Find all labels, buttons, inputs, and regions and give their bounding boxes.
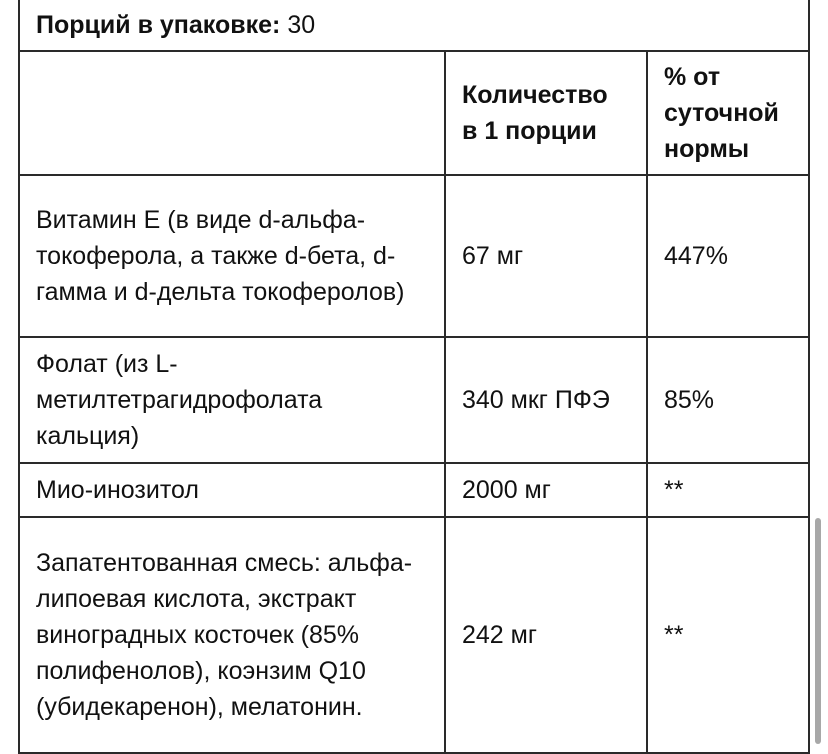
nutrient-name: Мио-инозитол — [19, 463, 445, 517]
scrollbar[interactable] — [815, 518, 821, 744]
supplement-facts — [18, 0, 808, 754]
header-row — [19, 51, 809, 175]
nutrient-dv: 85% — [647, 337, 809, 463]
nutrient-name: Витамин E (в виде d-альфа-токоферола, а также d-бета, d-гамма и d-дельта токоферолов) — [19, 175, 445, 337]
servings-label: Порций в упаковке: — [36, 11, 281, 39]
nutrient-dv: ** — [647, 517, 809, 753]
table-row — [19, 175, 809, 337]
nutrient-name: Фолат (из L-метилтетрагидрофолата кальция) — [19, 337, 445, 463]
nutrient-amount: 242 мг — [445, 517, 647, 753]
header-amount: Количество в 1 порции — [445, 51, 647, 175]
nutrient-dv: ** — [647, 463, 809, 517]
servings-value: 30 — [287, 11, 316, 39]
table-row — [19, 463, 809, 517]
nutrient-name: Запатентованная смесь: альфа-липоевая кислота, экстракт виноградных косточек (85% полифенолов), коэнзим Q10 (убидекаренон), мелатонин. — [19, 517, 445, 753]
table-row — [19, 337, 809, 463]
nutrient-amount: 67 мг — [445, 175, 647, 337]
nutrition-table — [18, 0, 810, 754]
nutrient-amount: 2000 мг — [445, 463, 647, 517]
table-row — [19, 517, 809, 753]
servings-cell — [19, 0, 809, 51]
nutrient-amount: 340 мкг ПФЭ — [445, 337, 647, 463]
header-nutrient — [19, 51, 445, 175]
header-daily-value: % от суточной нормы — [647, 51, 809, 175]
servings-row — [19, 0, 809, 51]
nutrient-dv: 447% — [647, 175, 809, 337]
